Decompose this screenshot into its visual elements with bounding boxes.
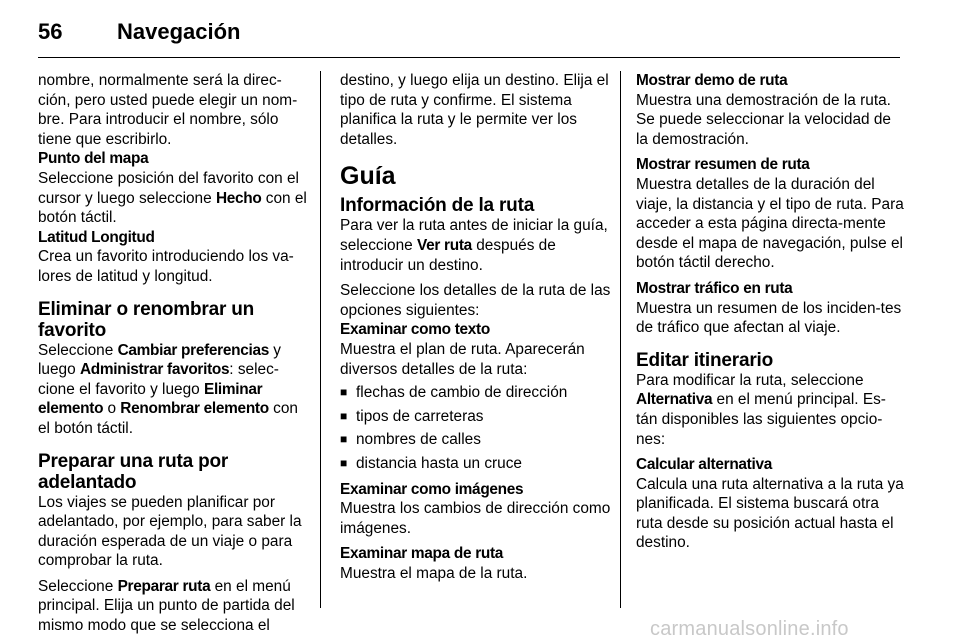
calcular-alternativa-text: Calcula una ruta alternativa a la ruta ya planificada. El sistema buscará otra ruta desde su posición actual hasta el destino.: [636, 475, 904, 552]
punto-mapa-text: [38, 169, 310, 228]
hecho-term: Hecho: [215, 189, 262, 207]
route-details-list: [340, 383, 615, 473]
square-bullet-icon: ■: [340, 432, 348, 447]
column-1: [38, 71, 310, 636]
list-item-text: tipos de carreteras: [356, 407, 484, 425]
guia-heading: Guía: [340, 162, 396, 191]
editar-itinerario-heading: Editar itinerario: [636, 349, 774, 371]
demo-ruta-title: Mostrar demo de ruta: [636, 72, 788, 89]
text-run: Seleccione posición del favorito con el cursor y luego seleccione: [38, 169, 299, 207]
list-item: [340, 383, 615, 403]
select-details-text: Seleccione los detalles de la ruta de las opciones siguientes:: [340, 282, 611, 319]
resumen-ruta-title: Mostrar resumen de ruta: [636, 156, 810, 174]
preparar-ruta-text: Los viajes se pueden planificar por adelantado, por ejemplo, para saber la duración esperada de un viaje o para comprobar la ruta.: [38, 493, 302, 570]
text-run: con el botón táctil.: [38, 400, 298, 437]
list-item-text: nombres de calles: [356, 431, 481, 449]
examinar-mapa-text: Muestra el mapa de la ruta.: [340, 564, 528, 582]
square-bullet-icon: ■: [340, 408, 348, 423]
ver-ruta-term: Ver ruta: [417, 236, 472, 254]
renombrar-elemento-term: Renombrar elemento: [120, 400, 269, 418]
intro-paragraph: nombre, normalmente será la direc-ción, pero usted puede elegir un nom-bre. Para introducir el nombre, sólo tiene que escribirlo.: [38, 72, 298, 148]
square-bullet-icon: ■: [340, 385, 348, 400]
list-item: [340, 430, 615, 450]
page-number: 56: [38, 19, 63, 44]
square-bullet-icon: ■: [340, 455, 348, 470]
informacion-ruta-heading: Información de la ruta: [340, 195, 535, 217]
page-title: Navegación: [117, 19, 241, 44]
text-run: y luego: [38, 341, 281, 379]
text-run: en el menú principal. Es-tán disponibles las siguientes opcio-nes:: [636, 391, 886, 448]
text-run: Seleccione: [38, 341, 118, 359]
column-3: [636, 71, 906, 553]
eliminar-favorito-text: [38, 341, 310, 439]
eliminar-favorito-heading: Eliminar o renombrar un favorito: [38, 298, 255, 341]
text-run: después de introducir un destino.: [340, 236, 556, 274]
examinar-imagenes-title: Examinar como imágenes: [340, 480, 524, 498]
examinar-mapa-title: Examinar mapa de ruta: [340, 545, 504, 563]
examinar-imagenes-text: Muestra los cambios de dirección como imágenes.: [340, 500, 611, 537]
page-header: [0, 0, 960, 62]
text-run: en el menú principal. Elija un punto de partida del mismo modo que se selecciona el: [38, 577, 295, 635]
examinar-texto-text: Muestra el plan de ruta. Aparecerán diversos detalles de la ruta:: [340, 340, 585, 378]
trafico-ruta-text: Muestra un resumen de los inciden-tes de tráfico que afectan al viaje.: [636, 299, 902, 337]
column-divider-1: [320, 71, 321, 608]
header-rule: [38, 57, 900, 58]
trafico-ruta-title: Mostrar tráfico en ruta: [636, 279, 793, 297]
watermark-footer: carmanualsonline.info: [650, 618, 849, 640]
list-item-text: flechas de cambio de dirección: [356, 384, 568, 402]
demo-ruta-text: Muestra una demostración de la ruta. Se puede seleccionar la velocidad de la demostración.: [636, 91, 891, 148]
text-run: : selec-cione el favorito y luego: [38, 361, 279, 398]
continued-paragraph: destino, y luego elija un destino. Elija el tipo de ruta y confirme. El sistema planifica la ruta y le permite ver los detalles.: [340, 72, 609, 148]
eliminar-elemento-term: Eliminar elemento: [38, 380, 263, 418]
text-run: Seleccione: [38, 577, 118, 595]
administrar-favoritos-term: Administrar favoritos: [79, 361, 230, 379]
preparar-ruta-instructions: [38, 577, 310, 636]
editar-itinerario-text: [636, 371, 906, 449]
alternativa-term: Alternativa: [636, 391, 713, 409]
examinar-texto-title: Examinar como texto: [340, 321, 490, 339]
punto-mapa-title: Punto del mapa: [38, 150, 149, 168]
column-divider-2: [620, 71, 621, 608]
text-run: con el botón táctil.: [38, 189, 307, 227]
text-run: o: [103, 400, 121, 418]
preparar-ruta-term: Preparar ruta: [117, 577, 211, 595]
column-2: [340, 71, 615, 583]
list-item: [340, 407, 615, 427]
cambiar-preferencias-term: Cambiar preferencias: [117, 341, 269, 359]
list-item: [340, 454, 615, 474]
preparar-ruta-heading: Preparar una ruta por adelantado: [38, 450, 229, 493]
text-run: Para modificar la ruta, seleccione: [636, 371, 864, 389]
latitud-longitud-text: Crea un favorito introduciendo los va-lores de latitud y longitud.: [38, 248, 294, 285]
list-item-text: distancia hasta un cruce: [356, 454, 522, 472]
resumen-ruta-text: Muestra detalles de la duración del viaje, la distancia y el tipo de ruta. Para acceder a esta página directa-mente desde el mapa de navegación, pulse el botón táctil derecho.: [636, 175, 904, 272]
text-run: Para ver la ruta antes de iniciar la guía, seleccione: [340, 217, 608, 254]
latitud-longitud-title: Latitud Longitud: [38, 228, 155, 246]
informacion-ruta-text: [340, 216, 615, 275]
calcular-alternativa-title: Calcular alternativa: [636, 456, 773, 474]
